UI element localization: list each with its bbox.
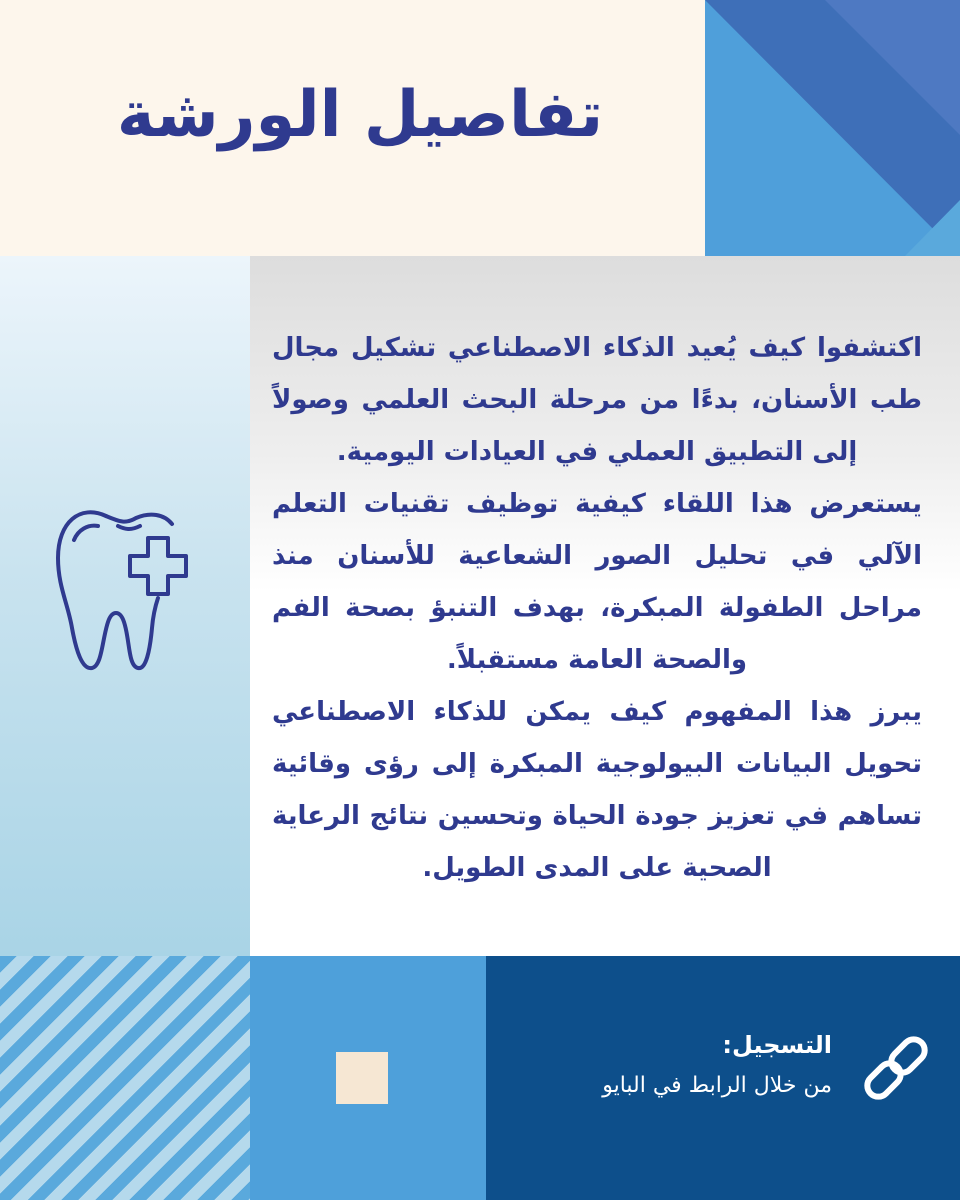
corner-triangles-decoration (705, 0, 960, 256)
paragraph-ml: يستعرض هذا اللقاء كيفية توظيف تقنيات التعلم الآلي في تحليل الصور الشعاعية للأسنان منذ مراحل الطفولة المبكرة، بهدف التنبؤ بصحة الفم والصحة العامة مستقبلاً. (272, 489, 922, 675)
registration-label: التسجيل: (722, 1031, 832, 1059)
link-chain-icon (858, 1030, 934, 1106)
paragraph-intro: اكتشفوا كيف يُعيد الذكاء الاصطناعي تشكيل مجال طب الأسنان، بدءًا من مرحلة البحث العلمي وصولاً إلى التطبيق العملي في العيادات اليومية. (272, 333, 922, 467)
page-title: تفاصيل الورشة (116, 78, 604, 152)
paragraph-impact: يبرز هذا المفهوم كيف يمكن للذكاء الاصطناعي تحويل البيانات البيولوجية المبكرة إلى رؤى وقائية تساهم في تعزيز جودة الحياة وتحسين نتائج الرعاية الصحية على المدى الطويل. (272, 697, 922, 883)
beige-square-decoration (336, 1052, 388, 1104)
tooth-plus-icon (40, 500, 210, 680)
registration-value: من خلال الرابط في البايو (602, 1073, 832, 1098)
striped-decoration (0, 956, 250, 1200)
description-text (272, 322, 922, 894)
